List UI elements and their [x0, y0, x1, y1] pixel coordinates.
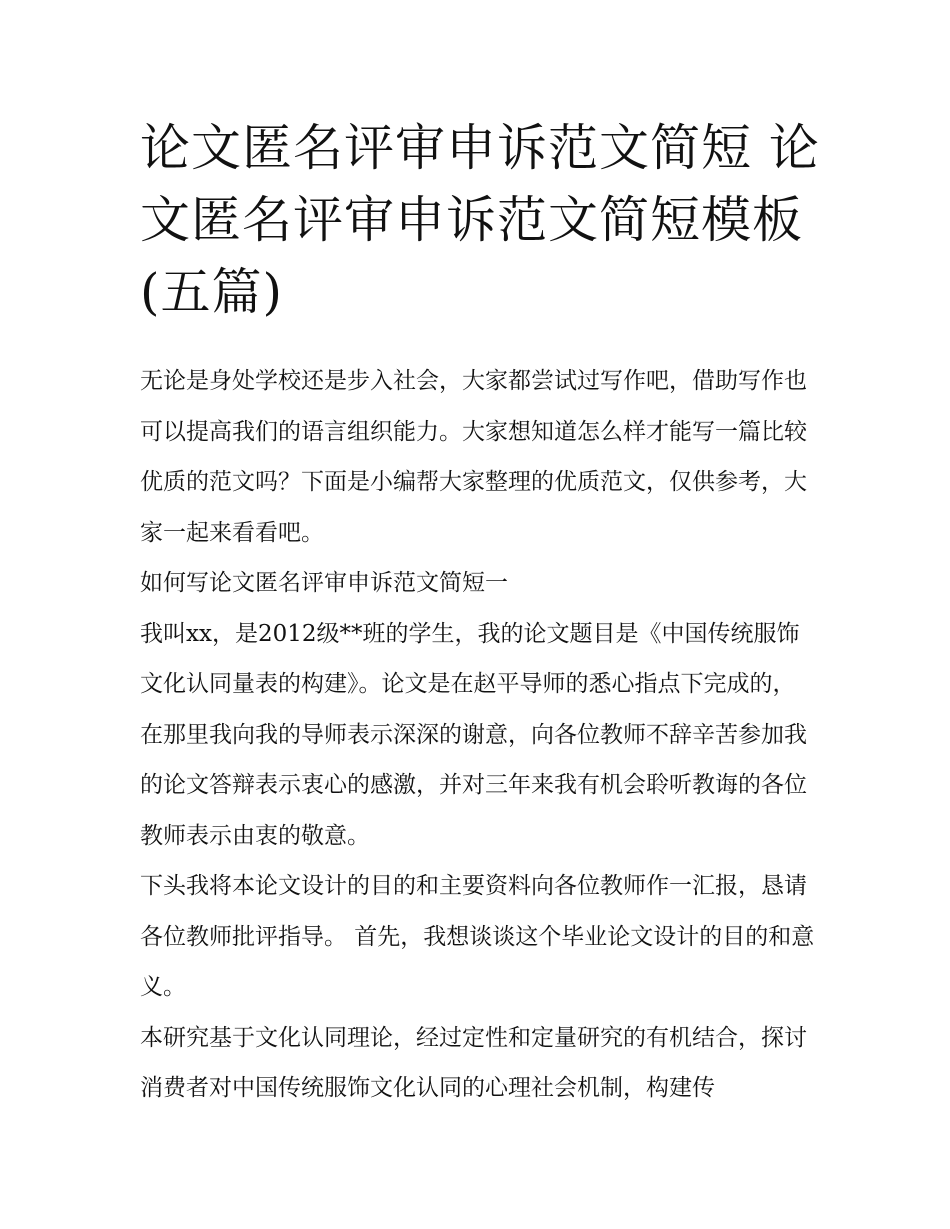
document-body — [140, 356, 815, 1114]
paragraph-self-introduction: 我叫xx，是2012级**班的学生，我的论文题目是《中国传统服饰文化认同量表的构建》。论文是在赵平导师的悉心指点下完成的，在那里我向我的导师表示深深的谢意，向各位教师不辞辛苦参加我的论文答辩表示衷心的感激，并对三年来我有机会聆听教诲的各位教师表示由衷的敬意。 — [140, 620, 807, 849]
paragraph-intro: 无论是身处学校还是步入社会，大家都尝试过写作吧，借助写作也可以提高我们的语言组织能力。大家想知道怎么样才能写一篇比较优质的范文吗？下面是小编帮大家整理的优质范文，仅供参考，大家一起来看看吧。 — [140, 368, 807, 546]
paragraph-research-basis: 本研究基于文化认同理论，经过定性和定量研究的有机结合，探讨消费者对中国传统服饰文化认同的心理社会机制，构建传 — [140, 1024, 807, 1101]
section-heading: 如何写论文匿名评审申诉范文简短一 — [140, 570, 508, 596]
paragraph-report-purpose: 下头我将本论文设计的目的和主要资料向各位教师作一汇报，恳请各位教师批评指导。 首先，我想谈谈这个毕业论文设计的目的和意义。 — [140, 873, 815, 1000]
document-title: 论文匿名评审申诉范文简短 论文匿名评审申诉范文简短模板(五篇) — [140, 119, 820, 321]
